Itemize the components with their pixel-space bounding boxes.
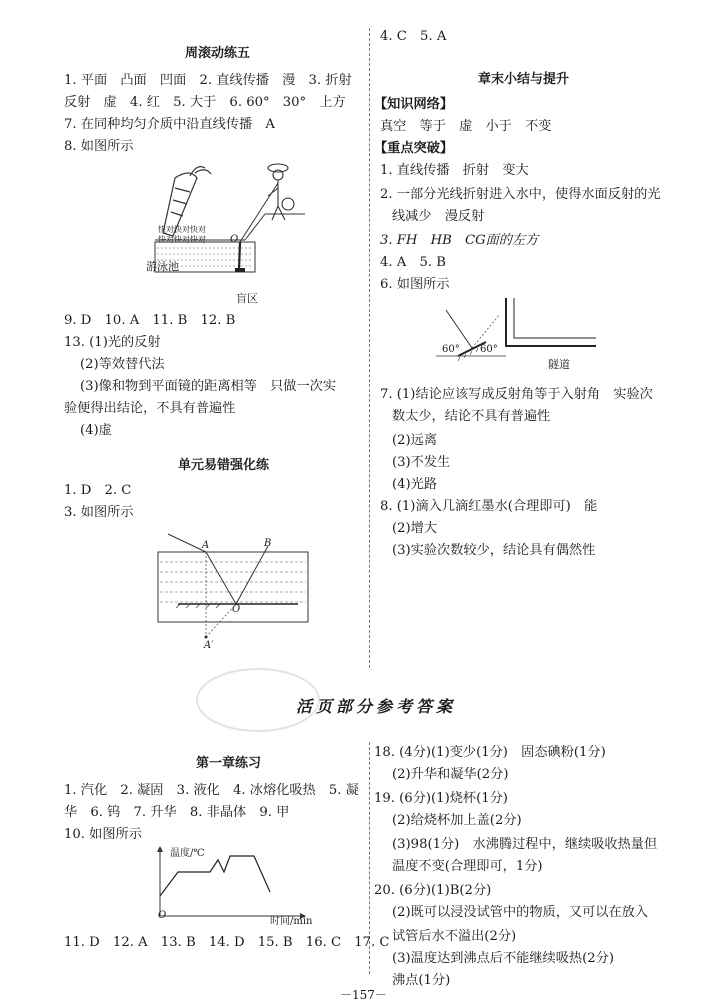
answer-line: (2)等效替代法 xyxy=(80,357,165,372)
answer-line: 2. 一部分光线折射进入水中，使得水面反射的光 xyxy=(380,187,661,202)
figure-angle-2: 60° xyxy=(480,344,498,355)
answer-line: 20. (6分)(1)B(2分) xyxy=(374,883,492,898)
answer-line: 4. C 5. A xyxy=(380,29,447,44)
answer-line: 验便得出结论，不具有普遍性 xyxy=(64,401,236,416)
answer-line: (2)远离 xyxy=(392,433,438,448)
answer-line: 8. (1)滴入几滴红墨水(合理即可) 能 xyxy=(380,499,598,514)
answer-line: 7. 在同种均匀介质中沿直线传播 A xyxy=(64,117,275,132)
answer-line: 3. FH HB CG面的左方 xyxy=(380,233,539,248)
figure-label-blind: 盲区 xyxy=(236,292,258,305)
answer-line: 华 6. 钨 7. 升华 8. 非晶体 9. 甲 xyxy=(64,805,290,820)
figure-angle-1: 60° xyxy=(442,344,460,355)
figure-label-o: O xyxy=(230,234,239,245)
figure-tunnel-reflection xyxy=(436,296,596,376)
answer-line: 1. D 2. C xyxy=(64,483,132,498)
section-title-weekly-5: 周滚动练五 xyxy=(185,46,251,61)
blind-zone xyxy=(235,268,245,272)
answer-line: 1. 平面 凸面 凹面 2. 直线传播 漫 3. 折射 xyxy=(64,73,352,88)
section-title-error-drill: 单元易错强化练 xyxy=(178,458,270,473)
answer-line: (3)实验次数较少，结论具有偶然性 xyxy=(392,543,596,558)
refracted-ray xyxy=(239,242,240,270)
figure-label-a: A xyxy=(202,540,210,551)
answer-line: 1. 直线传播 折射 变大 xyxy=(380,163,529,178)
graph-ylabel: 温度/℃ xyxy=(170,848,205,859)
answer-line: (3)温度达到沸点后不能继续吸热(2分) xyxy=(392,951,614,966)
subsection-key-points: 【重点突破】 xyxy=(374,141,454,156)
figure-label-b: B xyxy=(264,538,272,549)
answer-line: (3)像和物到平面镜的距离相等 只做一次实 xyxy=(80,379,337,394)
figure-small-text: 快对快对快对 xyxy=(158,235,206,244)
answer-line: (3)不发生 xyxy=(392,455,451,470)
answer-line: 13. (1)光的反射 xyxy=(64,335,161,350)
answer-line: (4)光路 xyxy=(392,477,438,492)
section-title-chapter1: 第一章练习 xyxy=(196,756,262,771)
answer-line: 温度不变(合理即可，1分) xyxy=(392,859,543,874)
figure-label-o2: O xyxy=(232,604,241,615)
section-title-chapter-summary: 章末小结与提升 xyxy=(478,72,570,87)
answer-line: (2)给烧杯加上盖(2分) xyxy=(392,813,522,828)
figure-label-tunnel: 隧道 xyxy=(548,358,570,371)
answer-line: 反射 虚 4. 红 5. 大于 6. 60° 30° 上方 xyxy=(64,95,346,110)
graph-origin: O xyxy=(158,910,167,921)
answer-line: 试管后水不溢出(2分) xyxy=(392,929,517,944)
answer-line: (2)增大 xyxy=(392,521,438,536)
column-divider xyxy=(369,28,370,668)
answer-line: 19. (6分)(1)烧杯(1分) xyxy=(374,791,508,806)
answer-line: 1. 汽化 2. 凝固 3. 液化 4. 冰熔化吸热 5. 凝 xyxy=(64,783,359,798)
answer-line: 11. D 12. A 13. B 14. D 15. B 16. C 17. C xyxy=(64,935,390,950)
answer-line: 10. 如图所示 xyxy=(64,827,142,842)
answer-line: 3. 如图所示 xyxy=(64,505,134,520)
figure-label-pool: 游泳池 xyxy=(146,260,179,273)
graph-xlabel: 时间/min xyxy=(270,916,313,927)
answer-line: 18. (4分)(1)变少(1分) 固态碘粉(1分) xyxy=(374,745,606,760)
figure-water-reflection xyxy=(158,532,318,652)
answer-line: (3)98(1分) 水沸腾过程中，继续吸收热量但 xyxy=(392,837,658,852)
answer-line: 9. D 10. A 11. B 12. B xyxy=(64,313,236,328)
answer-line: 8. 如图所示 xyxy=(64,139,134,154)
answer-line: (2)既可以浸没试管中的物质，又可以在放入 xyxy=(392,905,649,920)
answer-line: 真空 等于 虚 小于 不变 xyxy=(380,119,552,134)
answer-line: (2)升华和凝华(2分) xyxy=(392,767,509,782)
figure-label-a-prime: A′ xyxy=(204,640,214,651)
subsection-knowledge-net: 【知识网络】 xyxy=(374,97,454,112)
answer-line: 数太少，结论不具有普遍性 xyxy=(392,409,551,424)
answer-line: (4)虚 xyxy=(80,423,112,438)
answer-line: 线减少 漫反射 xyxy=(392,209,485,224)
answer-line: 6. 如图所示 xyxy=(380,277,450,292)
banner-title: 活页部分参考答案 xyxy=(296,697,457,716)
page-number: －157－ xyxy=(340,988,387,1002)
answer-line: 沸点(1分) xyxy=(392,973,451,988)
light-ray xyxy=(240,183,278,242)
answer-line: 4. A 5. B xyxy=(380,255,446,270)
answer-line: 7. (1)结论应该写成反射角等于入射角 实验次 xyxy=(380,387,653,402)
figure-small-text: 快对快对快对 xyxy=(158,225,206,234)
